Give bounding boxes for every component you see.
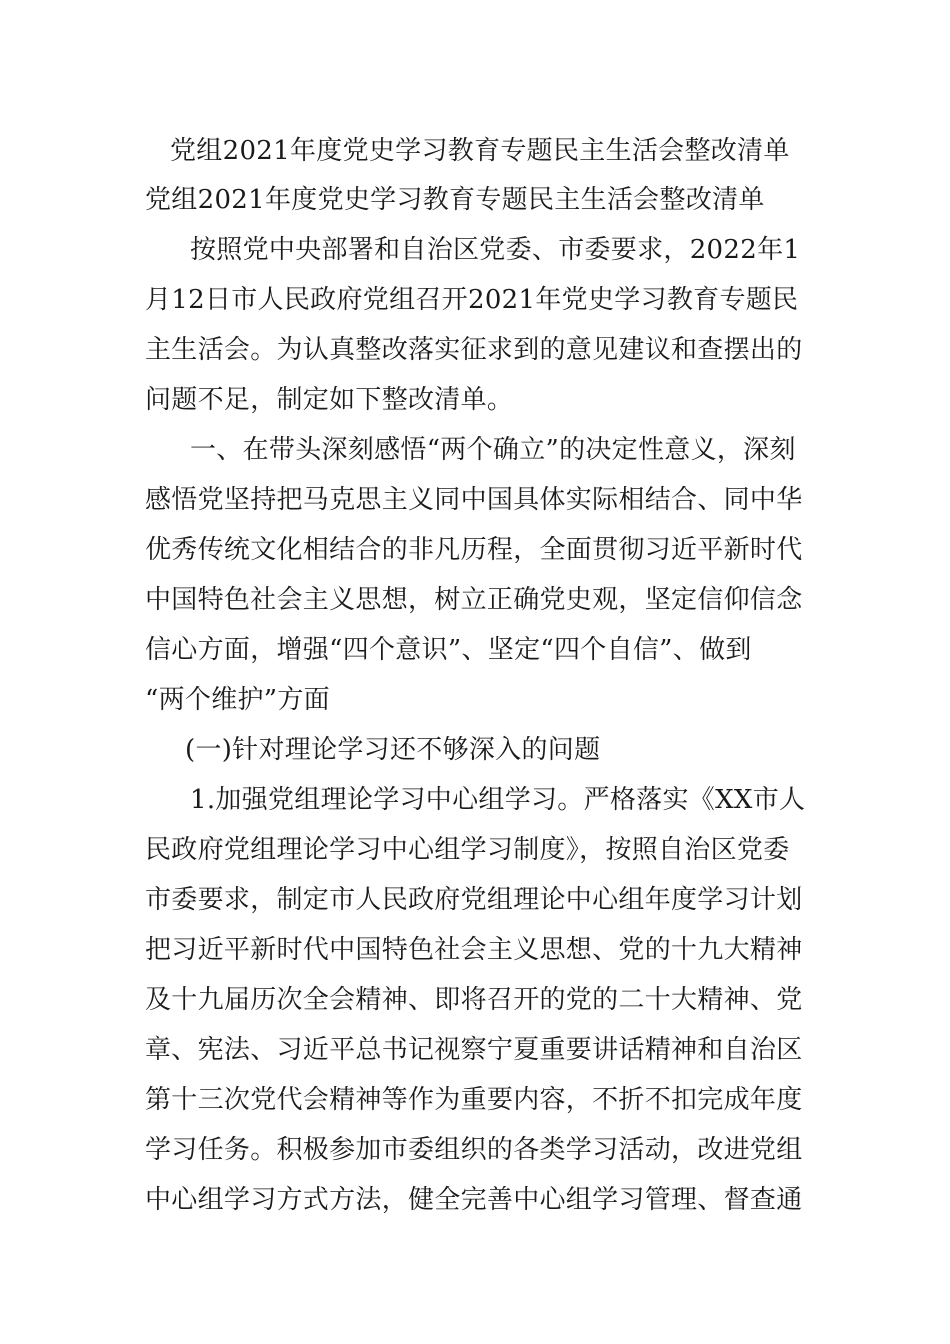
section-one-line-6: “两个维护”方面 bbox=[145, 685, 330, 715]
item-one-line-6: 章、宪法、习近平总书记视察宁夏重要讲话精神和自治区 bbox=[145, 1035, 803, 1065]
intro-line-1: 按照党中央部署和自治区党委、市委要求，2022年1 bbox=[190, 235, 801, 265]
section-one-line-5: 信心方面，增强“四个意识”、坚定“四个自信”、做到 bbox=[145, 635, 752, 665]
item-one-line-2: 民政府党组理论学习中心组学习制度》，按照自治区党委 bbox=[145, 835, 790, 865]
item-one-line-7: 第十三次党代会精神等作为重要内容，不折不扣完成年度 bbox=[145, 1085, 803, 1115]
document-title-repeat: 党组2021年度党史学习教育专题民主生活会整改清单 bbox=[145, 185, 765, 215]
item-one-line-1: 1.加强党组理论学习中心组学习。严格落实《XX市人 bbox=[190, 785, 806, 815]
item-one-line-4: 把习近平新时代中国特色社会主义思想、党的十九大精神 bbox=[145, 935, 803, 965]
item-one-line-3: 市委要求，制定市人民政府党组理论中心组年度学习计划 bbox=[145, 885, 803, 915]
section-one-line-1: 一、在带头深刻感悟“两个确立”的决定性意义，深刻 bbox=[190, 435, 796, 465]
item-one-line-5: 及十九届历次全会精神、即将召开的党的二十大精神、党 bbox=[145, 985, 803, 1015]
item-one-line-8: 学习任务。积极参加市委组织的各类学习活动，改进党组 bbox=[145, 1135, 803, 1165]
section-one-line-3: 优秀传统文化相结合的非凡历程，全面贯彻习近平新时代 bbox=[145, 535, 803, 565]
section-one-line-2: 感悟党坚持把马克思主义同中国具体实际相结合、同中华 bbox=[145, 485, 803, 515]
section-one-line-4: 中国特色社会主义思想，树立正确党史观，坚定信仰信念 bbox=[145, 585, 803, 615]
item-one-line-9: 中心组学习方式方法，健全完善中心组学习管理、督查通 bbox=[145, 1185, 803, 1215]
intro-line-3: 主生活会。为认真整改落实征求到的意见建议和查摆出的 bbox=[145, 335, 803, 365]
intro-line-2: 月12日市人民政府党组召开2021年党史学习教育专题民 bbox=[145, 285, 799, 315]
subsection-heading: (一)针对理论学习还不够深入的问题 bbox=[185, 735, 601, 765]
intro-line-4: 问题不足，制定如下整改清单。 bbox=[145, 385, 514, 415]
document-title: 党组2021年度党史学习教育专题民主生活会整改清单 bbox=[170, 136, 790, 166]
